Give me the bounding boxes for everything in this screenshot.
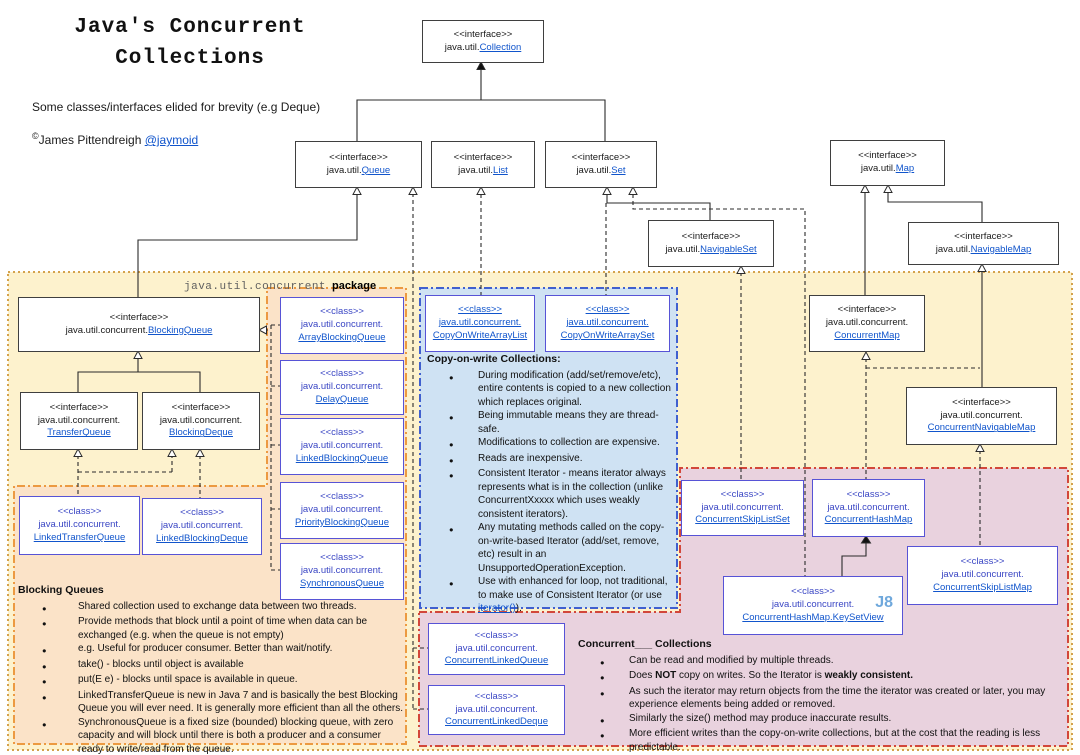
bullet-marker: ●	[600, 688, 605, 698]
linkedblockingqueue-link[interactable]: LinkedBlockingQueue	[295, 452, 389, 464]
copyonwritearrayset-link[interactable]: CopyOnWriteArraySet	[560, 329, 655, 341]
stereotype: <<class>>	[320, 368, 364, 380]
bullet-marker: ●	[449, 413, 454, 422]
keysetview-to-concurrenthashmap	[842, 542, 866, 576]
stereotype: <<interface>>	[681, 230, 741, 242]
uml-interface-transferqueue	[20, 392, 138, 450]
list-item: ● Provide methods that block until a point of time when data can be exchanged (e.g. when the queue is not empty)	[30, 615, 408, 642]
list-item: ● Consistent Iterator - means iterator always represents what is in the collection (unlike ConcurrentXxxxx which uses weakly consistent iterators).	[443, 467, 673, 521]
credit-line	[32, 131, 198, 147]
arrowhead	[737, 266, 745, 274]
uml-class-concurrentskiplistset	[681, 480, 804, 536]
list-item: ● Any mutating methods called on the copy-on-write-based Iterator (add/set, remove, etc) result in an UnsupportedOperationException.	[443, 521, 673, 575]
list-item: ● put(E e) - blocks until space is available in queue.	[30, 673, 408, 689]
pkg-text: java.util.concurrent.	[300, 565, 384, 577]
pkg-text: java.util.concurrent.	[300, 440, 384, 452]
stereotype: <<interface>>	[858, 150, 917, 162]
bullet-marker: ●	[42, 661, 47, 671]
uml-class-linkedtransferqueue	[19, 496, 140, 555]
transfer-blockingdeque-to-blockingqueue	[78, 358, 200, 392]
pkg-text: java.util.concurrent.	[300, 504, 384, 516]
pkg-text: java.util.	[665, 243, 701, 255]
elided-note: Some classes/interfaces elided for brevity (e.g Deque)	[32, 100, 321, 114]
pkg-text: java.util.	[458, 164, 494, 176]
bullet-marker: ●	[449, 471, 454, 480]
stereotype: <<class>>	[720, 488, 765, 500]
stereotype: <<class>>	[846, 488, 891, 500]
uml-interface-list	[431, 141, 535, 188]
uml-interface-navigableset	[648, 220, 774, 267]
pkg-text: java.util.concurrent.	[438, 317, 522, 329]
uml-class-concurrentlinkeddeque	[428, 685, 565, 735]
delayqueue-link[interactable]: DelayQueue	[315, 393, 369, 405]
navigableset-link[interactable]: NavigableSet	[700, 243, 757, 255]
uml-interface-navigablemap	[908, 222, 1059, 265]
arrowhead	[477, 187, 485, 195]
linkedtransferqueue-link[interactable]: LinkedTransferQueue	[33, 531, 126, 543]
uml-class-arrayblockingqueue	[280, 297, 404, 354]
list-item: ● More efficient writes than the copy-on-write collections, but at the cost that the reading is less predictable.	[594, 727, 1062, 754]
classes-to-blockingqueue-trunk	[264, 325, 280, 570]
uml-class-priorityblockingqueue	[280, 482, 404, 539]
list-item: ● Similarly the size() method may produce inaccurate results.	[594, 712, 1062, 728]
concurrent-collections-notes	[576, 638, 1062, 754]
bullet-marker: ●	[600, 715, 605, 725]
stereotype: <<interface>>	[329, 151, 388, 163]
arrowhead	[134, 351, 142, 359]
arrowhead	[74, 449, 82, 457]
uml-interface-queue	[295, 141, 422, 188]
pkg-text: java.util.concurrent.	[38, 519, 121, 531]
list-item: ● take() - blocks until object is available	[30, 658, 408, 674]
stereotype: <<interface>>	[453, 151, 513, 163]
arrowhead-left	[259, 326, 267, 334]
java8-badge: J8	[875, 594, 893, 611]
bullet-marker: ●	[449, 525, 454, 534]
uml-interface-set	[545, 141, 657, 188]
pkg-text: java.util.concurrent.	[455, 642, 538, 654]
queue-list-set-to-collection	[357, 70, 605, 141]
list-link[interactable]: List	[493, 164, 508, 176]
stereotype: <<interface>>	[952, 396, 1011, 408]
copyright-symbol: ©	[32, 131, 39, 141]
concurrentskiplistset-link[interactable]: ConcurrentSkipListSet	[695, 514, 790, 526]
pkg-text: java.util.concurrent.	[455, 703, 538, 715]
uml-interface-blockingqueue	[18, 297, 260, 352]
bullet-marker: ●	[449, 440, 454, 449]
pkg-text: java.util.	[935, 243, 971, 255]
pkg-text: java.util.concurrent.	[566, 317, 649, 329]
copyonwritearraylist-link[interactable]: CopyOnWriteArrayList	[432, 329, 528, 341]
pkg-text: java.util.	[576, 164, 612, 176]
queue-link[interactable]: Queue	[361, 164, 391, 176]
uml-class-copyonwritearrayset	[545, 295, 670, 352]
stereotype: <<class>>	[180, 507, 224, 519]
navigablemap-to-map	[888, 192, 982, 222]
arrowhead	[603, 187, 611, 195]
arrowhead	[409, 187, 417, 195]
stereotype: <<interface>>	[171, 401, 231, 413]
uml-interface-concurrentmap	[809, 295, 925, 352]
uml-class-linkedblockingqueue	[280, 418, 404, 475]
uml-class-concurrentskiplistmap	[907, 546, 1058, 605]
list-item: ● Does NOT copy on writes. So the Iterator is weakly consistent.	[594, 669, 1062, 685]
jaymoid-link[interactable]: @jaymoid	[144, 133, 199, 147]
bullet-marker: ●	[42, 646, 47, 655]
pkg-text: java.util.concurrent.	[827, 501, 910, 513]
arrowhead-filled	[477, 62, 485, 70]
concurrentmap-link[interactable]: ConcurrentMap	[834, 329, 900, 341]
package-name: java.util.concurrent	[184, 281, 327, 293]
blocking-queues-notes	[16, 584, 408, 755]
concurrentnavigablemap-link[interactable]: ConcurrentNavigableMap	[927, 422, 1036, 434]
list-item: ● SynchronousQueue is a fixed size (bounded) blocking queue, with zero capacity and will block until there is both a producer and a consumer ready to write/read from the queue.	[30, 716, 408, 755]
priorityblockingqueue-link[interactable]: PriorityBlockingQueue	[295, 516, 389, 528]
bullet-marker: ●	[600, 657, 605, 667]
map-link[interactable]: Map	[895, 163, 915, 174]
concurrentlinkeddeque-link[interactable]: ConcurrentLinkedDeque	[445, 716, 548, 728]
stereotype: <<interface>>	[109, 311, 169, 323]
bullet-marker: ●	[600, 731, 605, 740]
pkg-text: java.util.concurrent.	[160, 520, 244, 532]
copy-on-write-notes	[425, 353, 673, 616]
list-item: ● As such the iterator may return objects from the time the iterator was created or later, you may experience elements being added or removed.	[594, 685, 1062, 712]
list-item: ● Being immutable means they are thread-safe.	[443, 409, 673, 436]
arrowhead	[861, 185, 869, 193]
navigableset-to-set	[607, 194, 710, 220]
bullet-marker: ●	[449, 579, 454, 588]
stereotype: <<interface>>	[453, 28, 513, 40]
uml-class-linkedblockingdeque	[142, 498, 262, 555]
stereotype: <<class>>	[57, 506, 102, 518]
linkedtransfer-linkedblockingdeque-links	[78, 455, 200, 498]
collection-link[interactable]: Collection	[479, 41, 522, 53]
iterator-link[interactable]: iterator()	[478, 603, 516, 614]
list-item: ● Reads are inexpensive.	[443, 452, 673, 468]
blockingqueue-link[interactable]: BlockingQueue	[147, 324, 213, 336]
credit-name: James Pittendreigh	[38, 133, 145, 147]
arrowhead	[978, 264, 986, 272]
arrowhead	[862, 352, 870, 360]
blockingdeque-link[interactable]: BlockingDeque	[169, 427, 233, 439]
stereotype: <<class>>	[474, 629, 519, 641]
stereotype: <<class>>	[791, 586, 835, 598]
list-item: ● Use with enhanced for loop, not traditional, to make use of Consistent Iterator (or use iterator()).	[443, 575, 673, 616]
arrayblockingqueue-link[interactable]: ArrayBlockingQueue	[298, 331, 386, 343]
pkg-text: java.util.concurrent.	[65, 324, 148, 336]
arrowhead-filled	[862, 536, 871, 543]
bullet-marker: ●	[42, 719, 47, 729]
list-item: ● e.g. Useful for producer consumer. Better than wait/notify.	[30, 642, 408, 658]
bullet-marker: ●	[42, 619, 47, 628]
stereotype: <<class>>	[320, 491, 364, 503]
arrowhead	[196, 449, 204, 457]
concurrenthashmap-link[interactable]: ConcurrentHashMap	[824, 514, 913, 526]
bullet-marker: ●	[449, 455, 454, 465]
set-link[interactable]: Set	[611, 164, 626, 176]
stereotype: <<class>>	[320, 427, 364, 439]
stereotype: <<interface>>	[49, 401, 109, 413]
stereotype: <<interface>>	[837, 304, 897, 316]
bullet-marker: ●	[600, 673, 605, 682]
synchronousqueue-link[interactable]: SynchronousQueue	[300, 577, 384, 589]
stereotype: <<class>>	[474, 690, 519, 702]
pkg-text: java.util.concurrent.	[941, 569, 1024, 581]
list-item: ● Can be read and modified by multiple threads.	[594, 654, 1062, 670]
uml-class-keysetview	[723, 576, 903, 635]
stereotype: <<class>>	[320, 552, 364, 564]
arrowhead	[168, 449, 176, 457]
uml-interface-blockingdeque	[142, 392, 260, 450]
uml-interface-collection	[422, 20, 544, 63]
arrowhead	[353, 187, 361, 195]
arrowhead	[629, 187, 637, 195]
concurrentlinkedqueue-link[interactable]: ConcurrentLinkedQueue	[444, 655, 549, 667]
stereotype: <<class>>	[960, 556, 1005, 568]
list-item: ● LinkedTransferQueue is new in Java 7 and is basically the best Blocking Queue you will ever need. It is generally more efficient than all the others.	[30, 689, 408, 716]
uml-class-copyonwritearraylist	[425, 295, 535, 352]
uml-interface-map	[830, 140, 945, 186]
bullet-marker: ●	[449, 372, 454, 382]
transferqueue-link[interactable]: TransferQueue	[47, 427, 111, 439]
pkg-text: java.util.concurrent.	[300, 319, 384, 331]
pkg-text: java.util.concurrent.	[300, 381, 384, 393]
list-item: ● Modifications to collection are expensive.	[443, 436, 673, 452]
bullet-marker: ●	[42, 603, 47, 613]
uml-class-synchronousqueue	[280, 543, 404, 600]
uml-class-delayqueue	[280, 360, 404, 415]
panel-heading: Concurrent___ Collections	[578, 638, 712, 650]
linkedblockingdeque-link[interactable]: LinkedBlockingDeque	[156, 532, 248, 544]
pkg-text: java.util.concurrent.	[37, 414, 121, 426]
pkg-text: java.util.concurrent.	[701, 501, 784, 513]
panel-heading: Blocking Queues	[18, 584, 104, 596]
pkg-text: java.util.concurrent.	[159, 414, 243, 426]
pkg-text: java.util.concurrent.	[940, 409, 1023, 421]
pkg-text: java.util.concurrent.	[771, 599, 855, 611]
pkg-text: java.util.concurrent.	[825, 317, 909, 329]
stereotype: <<class>>	[320, 306, 364, 318]
uml-class-concurrentlinkedqueue	[428, 623, 565, 675]
stereotype: <<interface>>	[954, 230, 1013, 242]
navigablemap-link[interactable]: NavigableMap	[970, 243, 1032, 255]
stereotype: <<class>>	[458, 304, 502, 316]
list-item: ● During modification (add/set/remove/etc), entire contents is copied to a new collection which replaces original.	[443, 369, 673, 410]
panel-heading: Copy-on-write Collections:	[427, 353, 561, 365]
uml-interface-concurrentnavigablemap	[906, 387, 1057, 445]
stereotype: <<class>>	[585, 304, 630, 316]
keysetview-link[interactable]: ConcurrentHashMap.KeySetView	[742, 611, 884, 623]
bullet-marker: ●	[42, 692, 47, 702]
arrowhead	[884, 185, 892, 193]
package-word: package	[332, 280, 377, 292]
package-label	[184, 276, 376, 294]
stereotype: <<interface>>	[571, 151, 631, 163]
arrowhead	[976, 444, 984, 452]
pkg-text: java.util.	[444, 41, 480, 53]
uml-class-concurrenthashmap	[812, 479, 925, 537]
list-item: ● Shared collection used to exchange data between two threads.	[30, 600, 408, 616]
concurrentskiplistmap-link[interactable]: ConcurrentSkipListMap	[933, 581, 1032, 593]
bullet-marker: ●	[42, 677, 47, 686]
pkg-text: java.util.	[326, 164, 362, 176]
page-title: Java's Concurrent Collections	[74, 16, 306, 70]
pkg-text: java.util.	[860, 163, 896, 174]
